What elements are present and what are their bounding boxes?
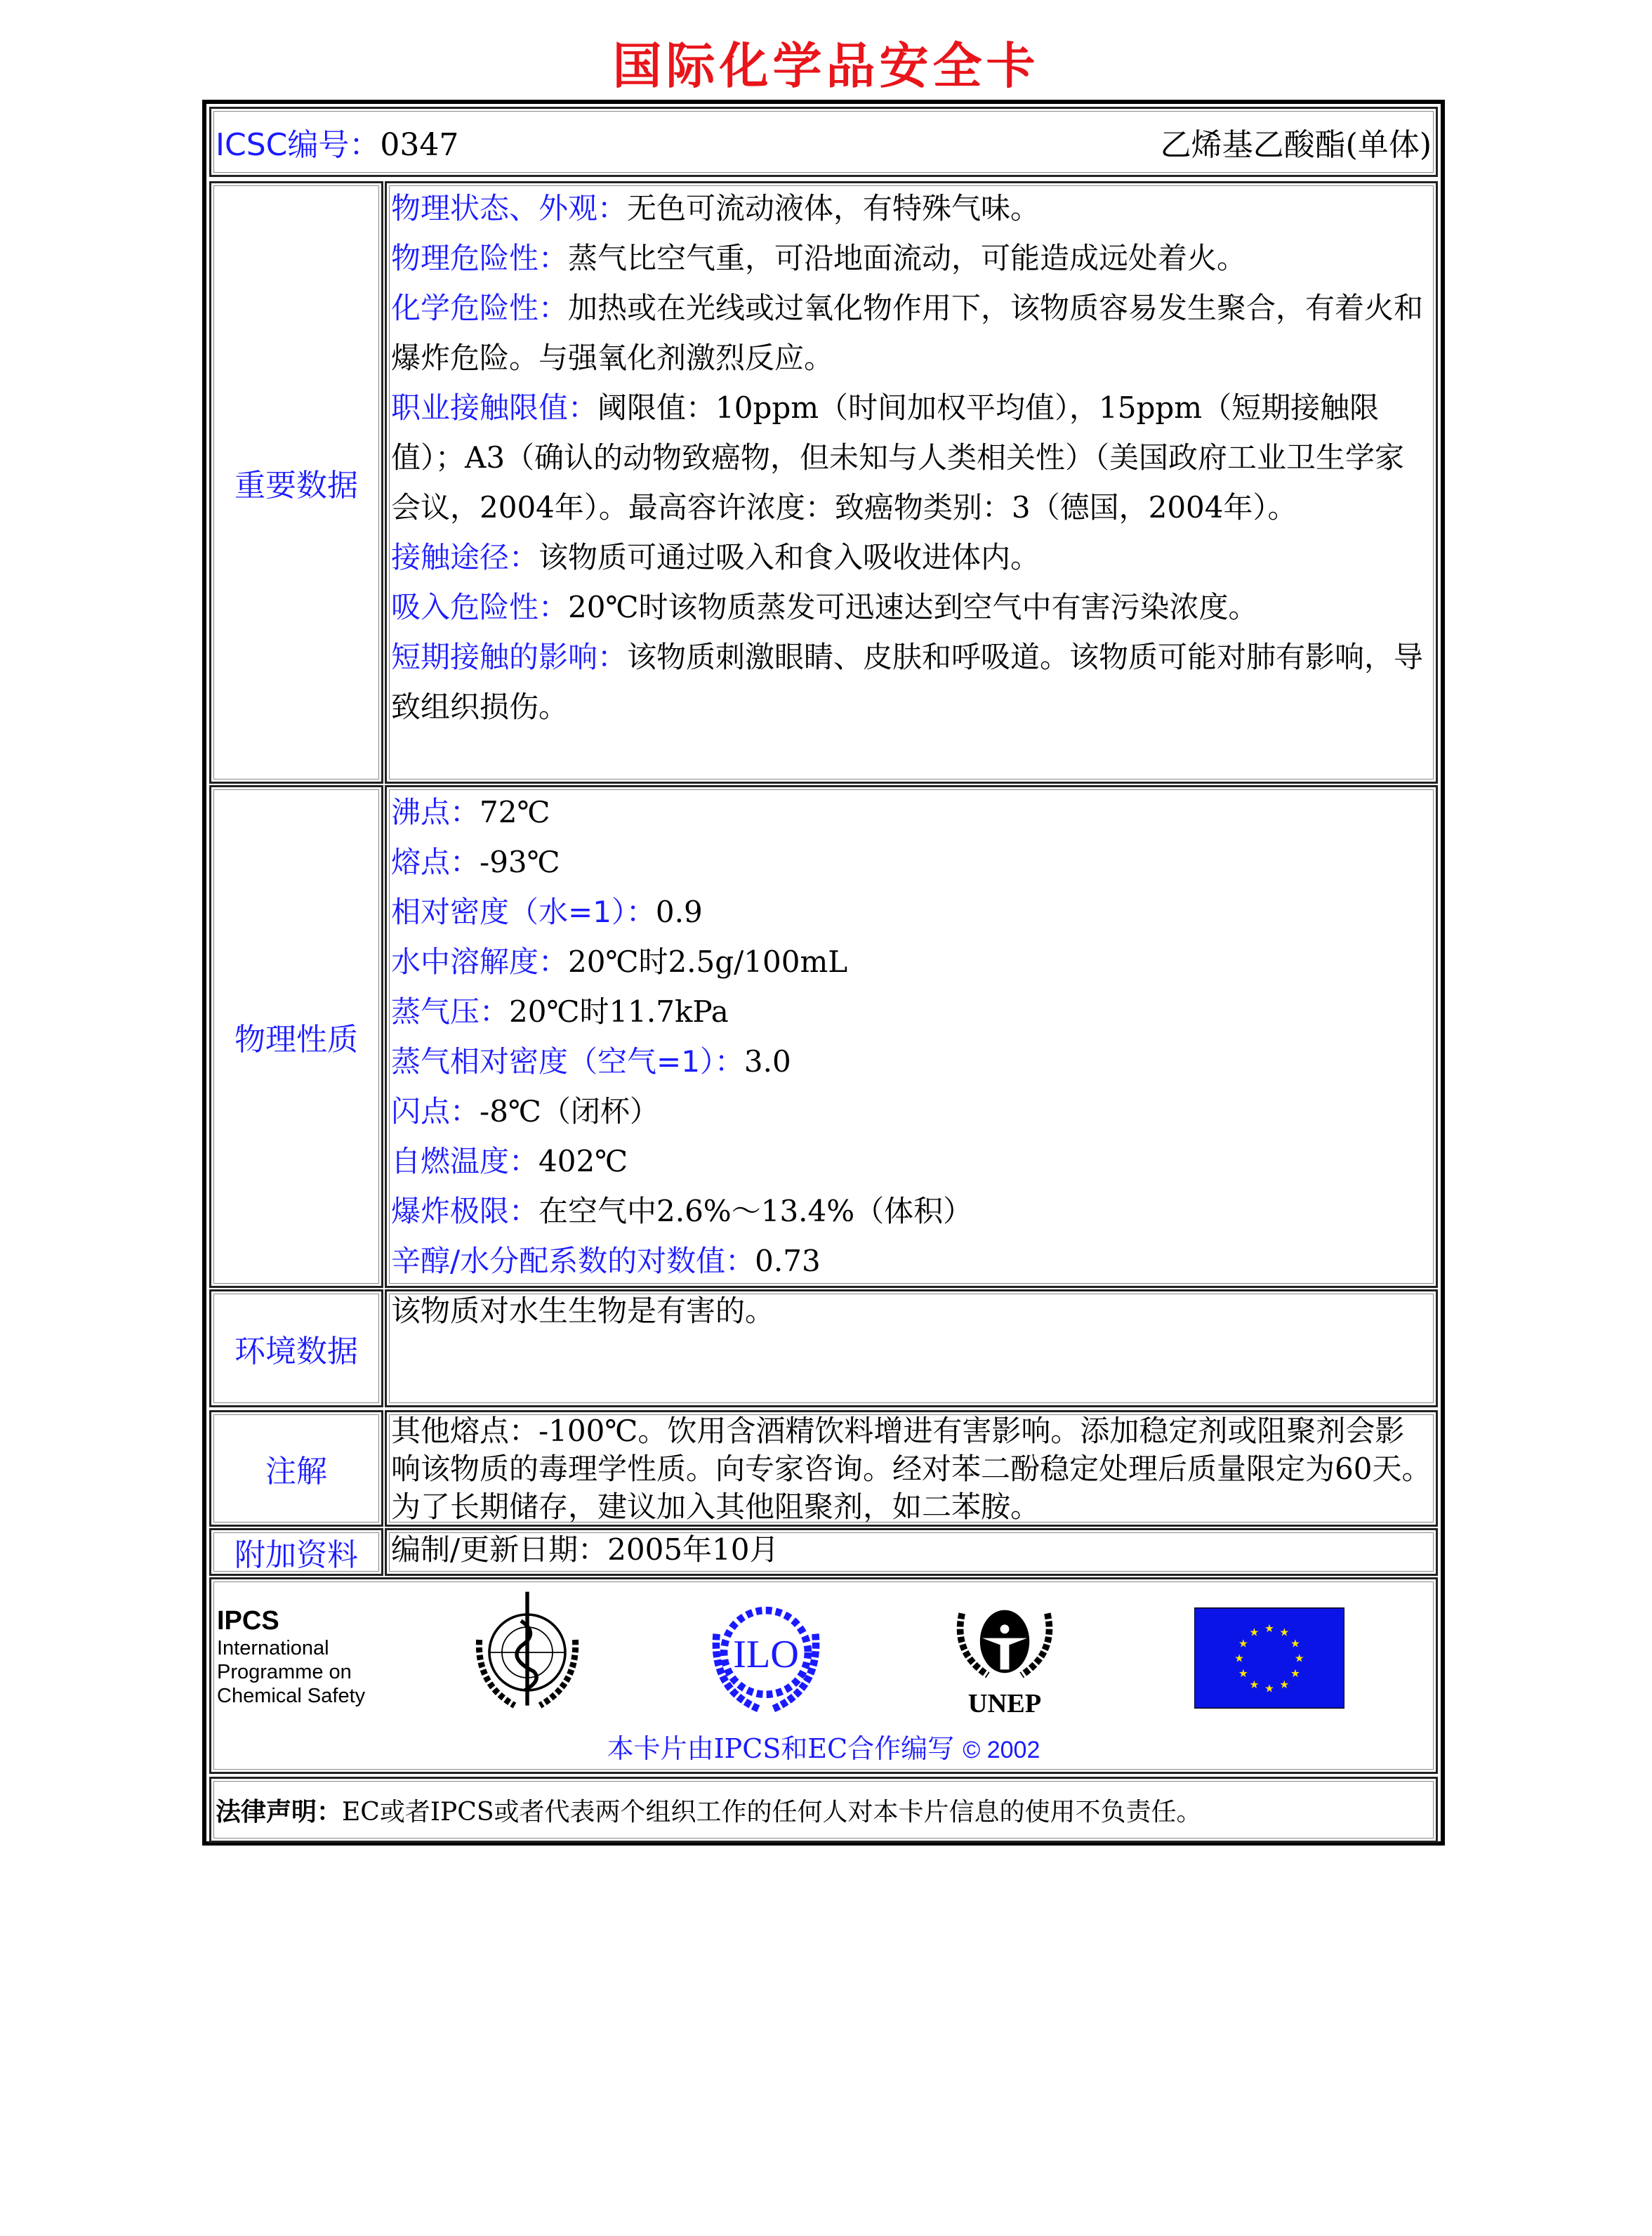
eu-star-icon: ★ xyxy=(1279,1677,1290,1691)
item-key: 职业接触限值： xyxy=(391,390,598,425)
safety-card xyxy=(202,100,1445,1846)
important-item xyxy=(391,283,1432,383)
item-value: 在空气中2.6%～13.4%（体积） xyxy=(538,1194,973,1228)
eu-star-icon: ★ xyxy=(1294,1651,1304,1665)
item-value: 20℃时该物质蒸发可迅速达到空气中有害污染浓度。 xyxy=(568,590,1258,624)
item-key: 爆炸极限： xyxy=(391,1194,539,1228)
credit-line xyxy=(211,1727,1436,1765)
item-key: 辛醇/水分配系数的对数值： xyxy=(391,1244,755,1278)
ipcs-abbr: IPCS xyxy=(217,1606,279,1636)
item-key: 短期接触的影响： xyxy=(391,640,628,674)
who-emblem-icon xyxy=(464,1589,590,1716)
eu-star-icon: ★ xyxy=(1249,1625,1260,1639)
item-value: 0.73 xyxy=(755,1244,821,1278)
svg-text:UNEP: UNEP xyxy=(967,1689,1042,1717)
physical-item xyxy=(391,1086,1432,1136)
physical-item xyxy=(391,1236,1432,1286)
eu-star-icon: ★ xyxy=(1264,1681,1275,1695)
item-value: -8℃（闭杯） xyxy=(480,1094,659,1129)
additional-label: 附加资料 xyxy=(209,1528,383,1576)
item-key: 水中溶解度： xyxy=(391,945,569,979)
item-value: 无色可流动液体，有特殊气味。 xyxy=(627,191,1040,225)
eu-star-icon: ★ xyxy=(1290,1636,1301,1650)
important-data xyxy=(385,181,1438,784)
physical-item xyxy=(391,987,1432,1037)
item-value: 该物质可通过吸入和食入吸收进体内。 xyxy=(538,540,1040,574)
eu-flag-icon xyxy=(1194,1607,1344,1709)
item-value: -93℃ xyxy=(480,845,560,879)
legal-label: 法律声明： xyxy=(216,1797,343,1827)
item-value: 20℃时11.7kPa xyxy=(509,994,729,1029)
eu-star-icon: ★ xyxy=(1238,1666,1248,1681)
item-value: 402℃ xyxy=(538,1144,628,1178)
ipcs-block xyxy=(217,1606,365,1708)
item-key: 蒸气压： xyxy=(391,994,510,1029)
physical-item xyxy=(391,1037,1432,1086)
eu-star-icon: ★ xyxy=(1279,1625,1290,1639)
legal-text: EC或者IPCS或者代表两个组织工作的任何人对本卡片信息的使用不负责任。 xyxy=(342,1797,1202,1827)
svg-text:ILO: ILO xyxy=(733,1633,799,1677)
important-label: 重要数据 xyxy=(209,181,383,784)
item-key: 蒸气相对密度（空气=1）： xyxy=(391,1044,744,1079)
eu-star-icon: ★ xyxy=(1234,1651,1245,1665)
legal-row xyxy=(209,1777,1438,1843)
item-value: 该物质刺激眼睛、皮肤和呼吸道。该物质可能对肺有影响，导致组织损伤。 xyxy=(391,640,1424,724)
notes-label: 注解 xyxy=(209,1410,383,1527)
physical-item xyxy=(391,787,1432,837)
physical-item xyxy=(391,937,1432,987)
additional-text: 编制/更新日期：2005年10月 xyxy=(385,1528,1438,1576)
physical-item xyxy=(391,1186,1432,1236)
eu-star-icon: ★ xyxy=(1249,1677,1260,1691)
header-row xyxy=(209,107,1438,177)
eu-star-icon: ★ xyxy=(1264,1621,1275,1635)
item-key: 闪点： xyxy=(391,1094,480,1129)
physical-item xyxy=(391,1136,1432,1186)
credit-text: 本卡片由IPCS和EC合作编写 xyxy=(607,1733,955,1764)
important-item xyxy=(391,532,1432,582)
item-key: 接触途径： xyxy=(391,540,539,574)
unep-emblem-icon xyxy=(949,1591,1061,1717)
physical-item xyxy=(391,887,1432,937)
item-key: 自燃温度： xyxy=(391,1144,539,1178)
item-value: 阈限值：10ppm（时间加权平均值），15ppm（短期接触限值）；A3（确认的动物致癌物，但未知与人类相关性）（美国政府工业卫生学家会议，2004年）。最高容许浓度：致癌物类别：3（德国，2004年）。 xyxy=(391,390,1405,525)
item-key: 吸入危险性： xyxy=(391,590,569,624)
ipcs-line2: Programme on xyxy=(217,1661,352,1683)
environment-label: 环境数据 xyxy=(209,1289,383,1407)
item-key: 化学危险性： xyxy=(391,291,569,325)
ipcs-line3: Chemical Safety xyxy=(217,1685,366,1707)
item-value: 蒸气比空气重，可沿地面流动，可能造成远处着火。 xyxy=(568,241,1247,275)
item-key: 物理危险性： xyxy=(391,241,569,275)
ilo-emblem-icon xyxy=(703,1591,829,1714)
important-item xyxy=(391,383,1432,532)
eu-star-icon: ★ xyxy=(1238,1636,1248,1650)
item-value: 加热或在光线或过氧化物作用下，该物质容易发生聚合，有着火和爆炸危险。与强氧化剂激烈反应。 xyxy=(391,291,1424,375)
item-key: 熔点： xyxy=(391,845,480,879)
item-value: 72℃ xyxy=(480,795,550,829)
item-value: 20℃时2.5g/100mL xyxy=(568,945,848,979)
substance-name: 乙烯基乙酸酯(单体) xyxy=(1160,127,1432,163)
item-key: 物理状态、外观： xyxy=(391,191,628,225)
logos-row xyxy=(209,1577,1438,1774)
icsc-number: 0347 xyxy=(380,127,459,163)
icsc-label: ICSC编号： xyxy=(216,127,381,163)
important-item xyxy=(391,183,1432,233)
item-value: 0.9 xyxy=(655,895,703,929)
physical-item xyxy=(391,837,1432,887)
copyright: © 2002 xyxy=(963,1737,1040,1763)
environment-text: 该物质对水生生物是有害的。 xyxy=(385,1289,1438,1407)
physical-properties xyxy=(385,785,1438,1288)
page-title: 国际化学品安全卡 xyxy=(612,37,1040,95)
item-value: 3.0 xyxy=(744,1044,791,1079)
important-item xyxy=(391,582,1432,632)
eu-star-icon: ★ xyxy=(1290,1666,1301,1681)
item-key: 沸点： xyxy=(391,795,480,829)
important-item xyxy=(391,233,1432,283)
ipcs-line1: International xyxy=(217,1637,329,1659)
important-item xyxy=(391,632,1432,732)
physical-label: 物理性质 xyxy=(209,785,383,1288)
notes-text: 其他熔点：-100℃。饮用含酒精饮料增进有害影响。添加稳定剂或阻聚剂会影响该物质的毒理学性质。向专家咨询。经对苯二酚稳定处理后质量限定为60天。为了长期储存，建议加入其他阻聚剂，如二苯胺。 xyxy=(385,1410,1438,1527)
item-key: 相对密度（水=1）： xyxy=(391,895,656,929)
